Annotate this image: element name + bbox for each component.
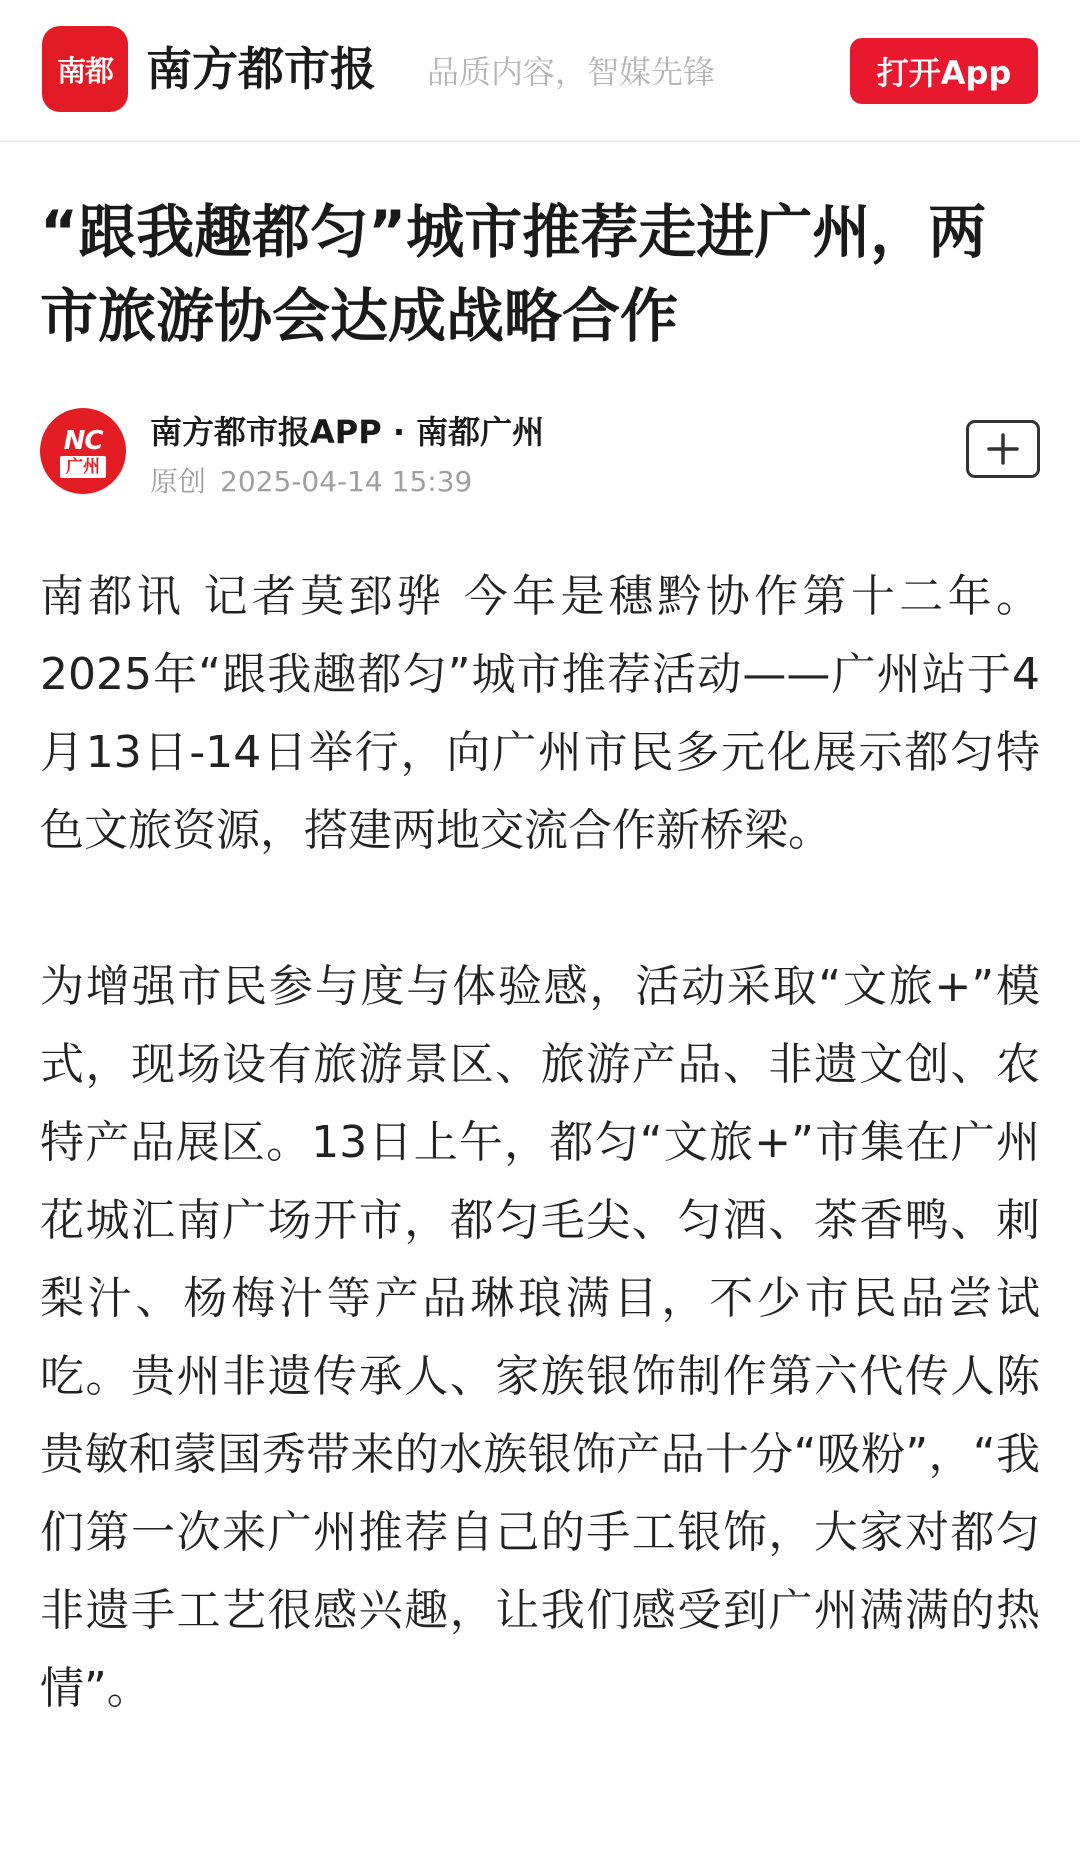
article-paragraph: 为增强市民参与度与体验感，活动采取“文旅+”模式，现场设有旅游景区、旅游产品、非遗文创、农特产品展区。13日上午，都匀“文旅+”市集在广州花城汇南广场开市，都匀毛尖、匀酒、茶香鸭、刺梨汁、杨梅汁等产品琳琅满目，不少市民品尝试吃。贵州非遗传承人、家族银饰制作第六代传人陈贵敏和蒙国秀带来的水族银饰产品十分“吸粉”，“我们第一次来广州推荐自己的手工银饰，大家对都匀非遗手工艺很感兴趣，让我们感受到广州满满的热情”。	[40, 961, 1040, 1714]
brand-name: 南方都市报	[146, 42, 376, 96]
author-meta	[150, 464, 472, 500]
open-app-button[interactable]: 打开App	[850, 38, 1038, 104]
follow-button[interactable]	[966, 420, 1040, 478]
author-avatar[interactable]	[40, 408, 126, 494]
avatar-logo-mark: NC	[63, 426, 103, 456]
article-title: “跟我趣都匀”城市推荐走进广州，两市旅游协会达成战略合作	[40, 198, 987, 350]
article-paragraph: 南都讯 记者莫郅骅 今年是穗黔协作第十二年。2025年“跟我趣都匀”城市推荐活动——广州站于4月13日-14日举行，向广州市民多元化展示都匀特色文旅资源，搭建两地交流合作新桥梁。	[40, 571, 1040, 856]
author-name[interactable]: 南方都市报APP · 南都广州	[150, 413, 545, 451]
plus-icon	[986, 432, 1020, 466]
top-bar	[0, 0, 1080, 142]
app-logo[interactable]	[42, 26, 128, 112]
logo-text: 南都	[56, 53, 113, 88]
avatar-label: 广州	[60, 456, 106, 478]
original-tag: 原创	[150, 465, 207, 498]
article-body	[40, 558, 1040, 1728]
brand-slogan: 品质内容，智媒先锋	[427, 53, 716, 91]
publish-datetime: 2025-04-14 15:39	[220, 465, 473, 498]
